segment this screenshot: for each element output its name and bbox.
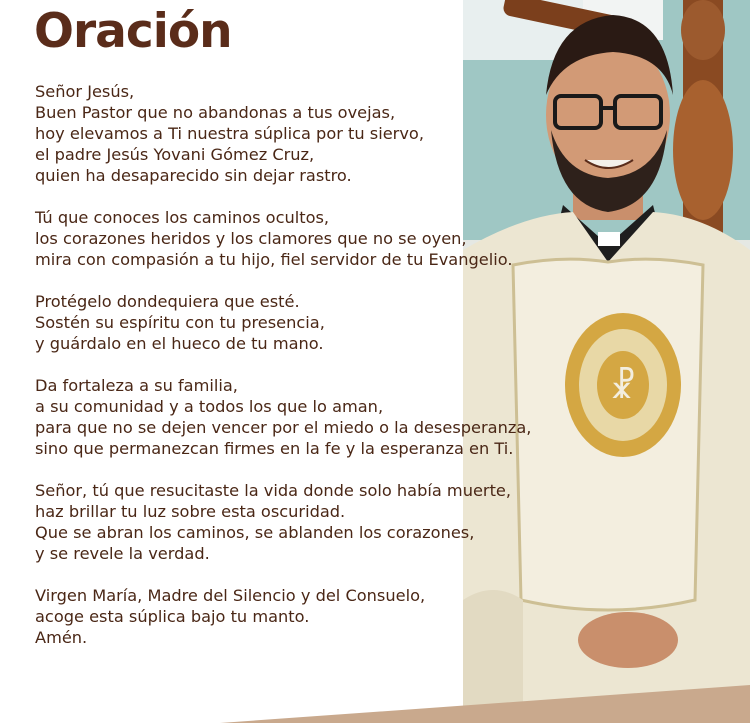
prayer-line: Sostén su espíritu con tu presencia, xyxy=(35,313,325,332)
prayer-line: acoge esta súplica bajo tu manto. xyxy=(35,607,310,626)
prayer-line: haz brillar tu luz sobre esta oscuridad. xyxy=(35,502,346,521)
prayer-line: a su comunidad y a todos los que lo aman, xyxy=(35,397,384,416)
stanza xyxy=(35,291,555,354)
stanza xyxy=(35,480,555,564)
page-title: Oración xyxy=(34,4,232,59)
prayer-line: Tú que conoces los caminos ocultos, xyxy=(35,208,330,227)
prayer-line: mira con compasión a tu hijo, fiel servidor de tu Evangelio. xyxy=(35,250,513,269)
prayer-line: y guárdalo en el hueco de tu mano. xyxy=(35,334,324,353)
prayer-line: sino que permanezcan firmes en la fe y la esperanza en Ti. xyxy=(35,439,514,458)
prayer-line: el padre Jesús Yovani Gómez Cruz, xyxy=(35,145,315,164)
prayer-line: Virgen María, Madre del Silencio y del Consuelo, xyxy=(35,586,426,605)
stanza xyxy=(35,585,555,648)
stanza xyxy=(35,207,555,270)
prayer-text xyxy=(35,81,555,669)
stanza xyxy=(35,81,555,186)
prayer-line: y se revele la verdad. xyxy=(35,544,210,563)
stanza xyxy=(35,375,555,459)
decorative-band xyxy=(0,663,750,723)
prayer-line: Amén. xyxy=(35,628,88,647)
prayer-line: para que no se dejen vencer por el miedo o la desesperanza, xyxy=(35,418,532,437)
prayer-line: Que se abran los caminos, se ablanden los corazones, xyxy=(35,523,475,542)
prayer-line: quien ha desaparecido sin dejar rastro. xyxy=(35,166,352,185)
prayer-line: Buen Pastor que no abandonas a tus ovejas, xyxy=(35,103,396,122)
prayer-line: los corazones heridos y los clamores que no se oyen, xyxy=(35,229,467,248)
svg-text:☧: ☧ xyxy=(609,367,637,407)
prayer-line: hoy elevamos a Ti nuestra súplica por tu siervo, xyxy=(35,124,424,143)
prayer-line: Da fortaleza a su familia, xyxy=(35,376,238,395)
prayer-line: Protégelo dondequiera que esté. xyxy=(35,292,300,311)
prayer-line: Señor, tú que resucitaste la vida donde solo había muerte, xyxy=(35,481,512,500)
prayer-line: Señor Jesús, xyxy=(35,82,135,101)
